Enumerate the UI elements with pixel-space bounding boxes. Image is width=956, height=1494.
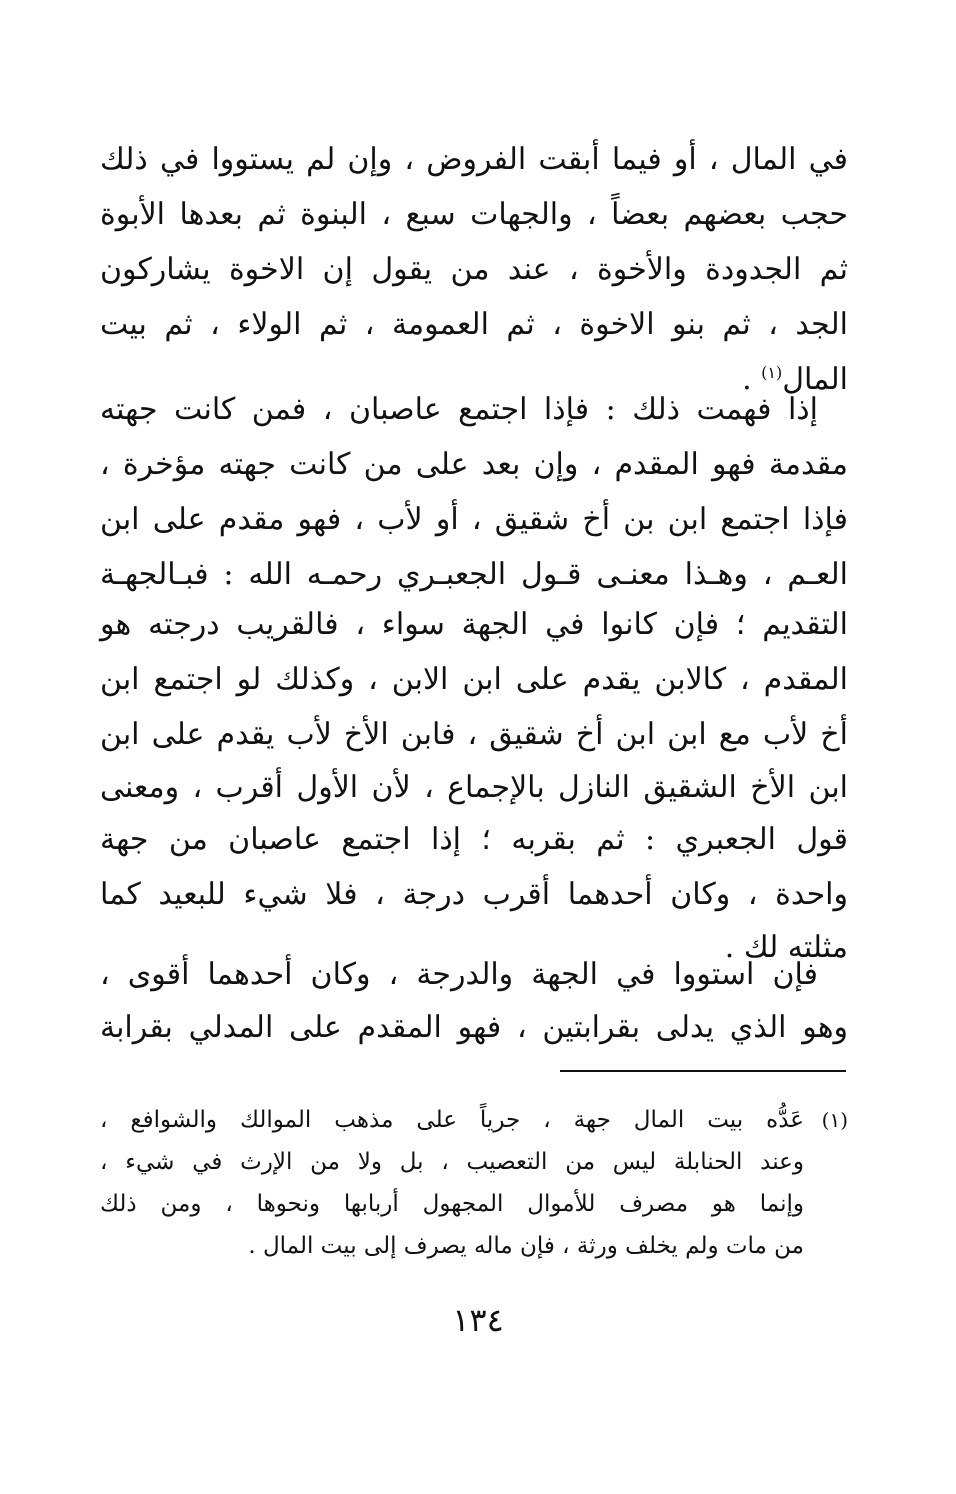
text-line: إذا فهمت ذلك : فإذا اجتمع عاصبان ، فمن كانت جهته	[100, 392, 818, 427]
footnote-separator	[560, 1070, 846, 1072]
text-line: ثم الجدودة والأخوة ، عند من يقول إن الاخوة يشاركون	[100, 252, 848, 287]
text-line: الجد ، ثم بنو الاخوة ، ثم العمومة ، ثم الولاء ، ثم بيت	[100, 307, 848, 342]
text-line: قول الجعبري : ثم بقربه ؛ إذا اجتمع عاصبان من جهة	[100, 822, 848, 857]
footnote	[100, 1104, 848, 1264]
footnote-marker: (١)	[761, 363, 783, 382]
page-number: ١٣٤	[452, 1301, 504, 1339]
main-text	[100, 140, 848, 1060]
text-line: حجب بعضهم بعضاً ، والجهات سبع ، البنوة ثم بعدها الأبوة	[100, 197, 848, 232]
footnote-text: وعند الحنابلة ليس من التعصيب ، بل ولا من الإرث في شيء ،	[100, 1149, 804, 1175]
footnote-text: من مات ولم يخلف ورثة ، فإن ماله يصرف إلى بيت المال .	[248, 1233, 804, 1259]
text-line-word: المال	[782, 362, 848, 397]
text-line: العـم ، وهـذا معنـى قـول الجعبـري رحمـه الله : فبـالجهـة	[100, 557, 848, 592]
text-line: المقدم ، كالابن يقدم على ابن الابن ، وكذلك لو اجتمع ابن	[100, 662, 848, 697]
text-line: في المال ، أو فيما أبقت الفروض ، وإن لم يستووا في ذلك	[100, 142, 848, 177]
text-line: ابن الأخ الشقيق النازل بالإجماع ، لأن الأول أقرب ، ومعنى	[100, 770, 848, 805]
text-line: فإذا اجتمع ابن بن أخ شقيق ، أو لأب ، فهو مقدم على ابن	[100, 502, 849, 537]
footnote-text: عَدُّه بيت المال جهة ، جرياً على مذهب الموالك والشوافع ،	[100, 1107, 804, 1133]
text-line: واحدة ، وكان أحدهما أقرب درجة ، فلا شيء للبعيد كما	[100, 877, 848, 912]
text-line: مثلته لك .	[724, 930, 848, 965]
text-line: مقدمة فهو المقدم ، وإن بعد على من كانت جهته مؤخرة ،	[100, 447, 848, 482]
footnote-number: (١)	[821, 1108, 848, 1132]
text-line: التقديم ؛ فإن كانوا في الجهة سواء ، فالقريب درجته هو	[100, 607, 848, 642]
text-line: فإن استووا في الجهة والدرجة ، وكان أحدهما أقوى ،	[100, 957, 818, 992]
text-line: أخ لأب مع ابن ابن أخ شقيق ، فابن الأخ لأب يقدم على ابن	[100, 717, 848, 752]
footnote-text: وإنما هو مصرف للأموال المجهول أربابها ونحوها ، ومن ذلك	[100, 1191, 804, 1217]
text-line: وهو الذي يدلى بقرابتين ، فهو المقدم على المدلي بقرابة	[100, 1010, 848, 1045]
text-line-tail: .	[742, 362, 762, 397]
